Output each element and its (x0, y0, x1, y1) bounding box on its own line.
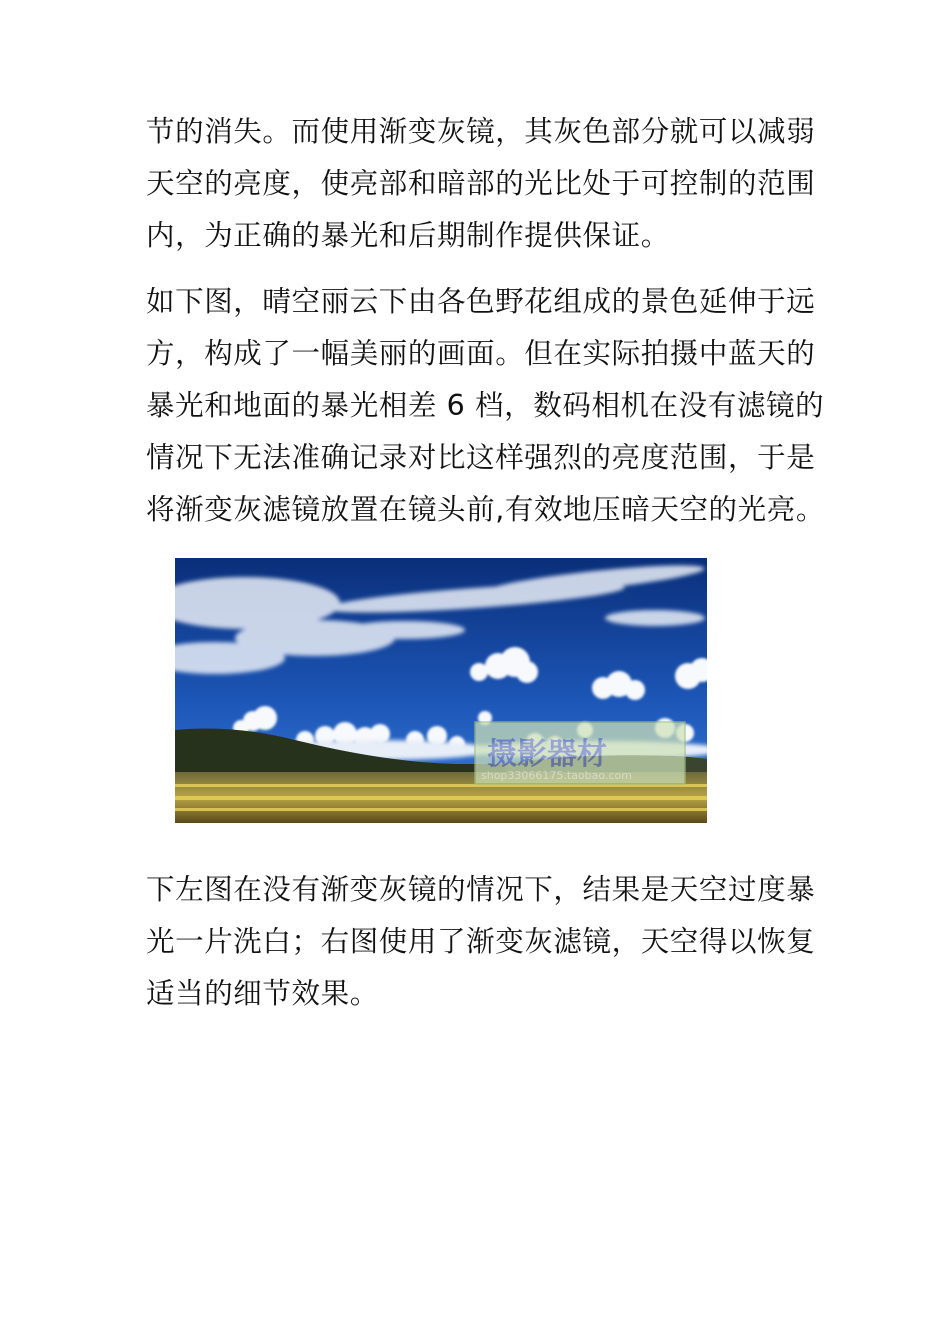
paragraph-3 (146, 864, 816, 1020)
paragraph-2-line-5: 将渐变灰滤镜放置在镜头前,有效地压暗天空的光亮。 (146, 493, 825, 526)
paragraph-3-line-1: 下左图在没有渐变灰镜的情况下，结果是天空过度暴 (146, 873, 816, 906)
paragraph-2-line-4: 情况下无法准确记录对比这样强烈的亮度范围，于是 (146, 441, 816, 474)
paragraph-1-line-1: 节的消失。而使用渐变灰镜，其灰色部分就可以减弱 (146, 115, 816, 148)
paragraph-1-line-3: 内，为正确的暴光和后期制作提供保证。 (146, 219, 670, 252)
paragraph-2 (146, 276, 825, 536)
watermark-logo-text: 摄影器材 (487, 737, 607, 772)
watermark-url: shop33066175.taobao.com (481, 769, 632, 782)
paragraph-3-line-2: 光一片洗白；右图使用了渐变灰滤镜，天空得以恢复 (146, 925, 816, 958)
paragraph-3-line-3: 适当的细节效果。 (146, 977, 379, 1010)
watermark (475, 722, 685, 784)
paragraph-1 (146, 106, 816, 262)
landscape-photo (175, 558, 707, 823)
paragraph-2-line-2: 方，构成了一幅美丽的画面。但在实际拍摄中蓝天的 (146, 337, 816, 370)
paragraph-1-line-2: 天空的亮度，使亮部和暗部的光比处于可控制的范围 (146, 167, 816, 200)
paragraph-2-line-3: 暴光和地面的暴光相差 6 档，数码相机在没有滤镜的 (146, 389, 825, 422)
paragraph-2-line-1: 如下图，晴空丽云下由各色野花组成的景色延伸于远 (146, 285, 816, 318)
